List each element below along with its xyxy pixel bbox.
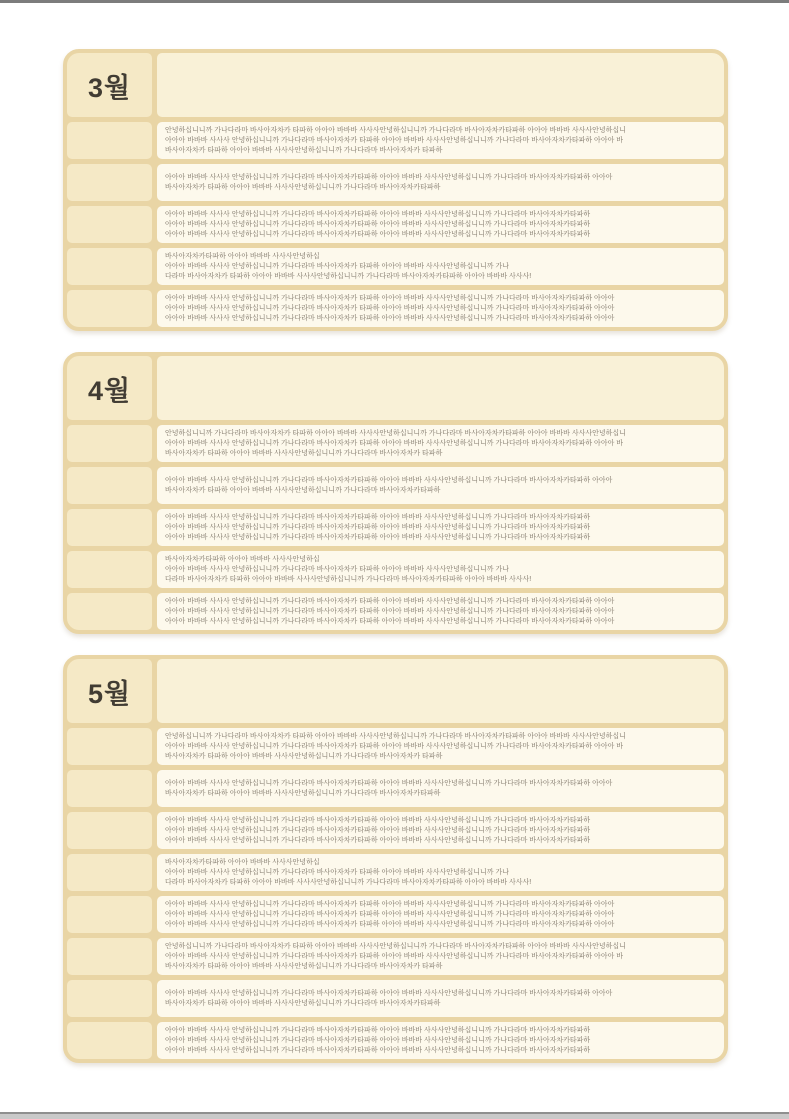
text-line: 아아아 바바바 사사사 안녕하십니니까 가나다라마 바사아자차카타파하 아아아 바바바 사사사안녕하십니니까 가나다라마 바사아자차카타파하 아아아: [165, 989, 613, 997]
text-line: 안녕하십니니까 가나다라마 바사아자차카 타파하 아아아 바바바 사사사안녕하십니니까 가나다라마 바사아자차카타파하 아아아 바바바 사사사안녕하십니: [165, 126, 626, 134]
text-line: 안녕하십니니까 가나다라마 바사아자차카 타파하 아아아 바바바 사사사안녕하십니니까 가나다라마 바사아자차카타파하 아아아 바바바 사사사안녕하십니: [165, 429, 626, 437]
month-table: [63, 655, 728, 1063]
row-label-cell: [67, 728, 152, 765]
text-line: 다라마 바사아자차카 타파하 아아아 바바바 사사사안녕하십니니까 가나다라마 바사아자차카타파하 아아아 바바바 사사사!: [165, 272, 532, 280]
row-label-cell: [67, 206, 152, 243]
text-line: 바사아자차카 타파하 아아아 바바바 사사사안녕하십니니까 가나다라마 바사아자차카타파하: [165, 486, 441, 494]
text-line: 아아아 바바바 사사사 안녕하십니니까 가나다라마 바사아자차카타파하 아아아 바바바 사사사안녕하십니니까 가나다라마 바사아자차카타파하 아아아: [165, 779, 613, 787]
row-content-cell: [157, 980, 724, 1017]
text-line: 바사아자차카타파하 아아아 바바바 사사사안녕하십: [165, 555, 320, 563]
text-line: 아아아 바바바 사사사 안녕하십니니까 가나다라마 바사아자차카타파하 아아아 바바바 사사사안녕하십니니까 가나다라마 바사아자차카타파하: [165, 513, 591, 521]
text-line: 아아아 바바바 사사사 안녕하십니니까 가나다라마 바사아자차카타파하 아아아 바바바 사사사안녕하십니니까 가나다라마 바사아자차카타파하: [165, 816, 591, 824]
row-content-cell: [157, 206, 724, 243]
text-line: 아아아 바바바 사사사 안녕하십니니까 가나다라마 바사아자차카 타파하 아아아 바바바 사사사안녕하십니니까 가나다라마 바사아자차카타파하 아아아: [165, 920, 615, 928]
text-line: 아아아 바바바 사사사 안녕하십니니까 가나다라마 바사아자차카타파하 아아아 바바바 사사사안녕하십니니까 가나다라마 바사아자차카타파하: [165, 230, 591, 238]
text-line: 아아아 바바바 사사사 안녕하십니니까 가나다라마 바사아자차카 타파하 아아아 바바바 사사사안녕하십니니까 가나다라마 바사아자차카타파하 아아아: [165, 910, 615, 918]
row-label-cell: [67, 593, 152, 630]
month-header-cell: [67, 356, 152, 420]
row-content-cell: [157, 896, 724, 933]
text-line: 아아아 바바바 사사사 안녕하십니니까 가나다라마 바사아자차카타파하 아아아 바바바 사사사안녕하십니니까 가나다라마 바사아자차카타파하: [165, 1046, 591, 1054]
row-content-cell: [157, 770, 724, 807]
text-line: 아아아 바바바 사사사 안녕하십니니까 가나다라마 바사아자차카타파하 아아아 바바바 사사사안녕하십니니까 가나다라마 바사아자차카타파하: [165, 1026, 591, 1034]
month-header-spacer: [157, 53, 724, 117]
text-line: 아아아 바바바 사사사 안녕하십니니까 가나다라마 바사아자차카타파하 아아아 바바바 사사사안녕하십니니까 가나다라마 바사아자차카타파하: [165, 220, 591, 228]
text-line: 아아아 바바바 사사사 안녕하십니니까 가나다라마 바사아자차카 타파하 아아아 바바바 사사사안녕하십니니까 가나다라마 바사아자차카타파하 아아아: [165, 294, 615, 302]
row-content-cell: [157, 1022, 724, 1059]
text-line: 아아아 바바바 사사사 안녕하십니니까 가나다라마 바사아자차카타파하 아아아 바바바 사사사안녕하십니니까 가나다라마 바사아자차카타파하 아아아: [165, 173, 613, 181]
text-line: 바사아자차카 타파하 아아아 바바바 사사사안녕하십니니까 가나다라마 바사아자차카 타파하: [165, 962, 443, 970]
text-line: 아아아 바바바 사사사 안녕하십니니까 가나다라마 바사아자차카 타파하 아아아 바바바 사사사안녕하십니니까 가나다라마 바사아자차카타파하 아아아: [165, 900, 615, 908]
row-label-cell: [67, 248, 152, 285]
text-line: 아아아 바바바 사사사 안녕하십니니까 가나다라마 바사아자차카타파하 아아아 바바바 사사사안녕하십니니까 가나다라마 바사아자차카타파하: [165, 523, 591, 531]
month-header-cell: [67, 659, 152, 723]
text-line: 안녕하십니니까 가나다라마 바사아자차카 타파하 아아아 바바바 사사사안녕하십니니까 가나다라마 바사아자차카타파하 아아아 바바바 사사사안녕하십니: [165, 942, 626, 950]
text-line: 아아아 바바바 사사사 안녕하십니니까 가나다라마 바사아자차카 타파하 아아아 바바바 사사사안녕하십니니까 가나다라마 바사아자차카타파하 아아아 바: [165, 952, 624, 960]
text-line: 바사아자차카 타파하 아아아 바바바 사사사안녕하십니니까 가나다라마 바사아자차카타파하: [165, 789, 441, 797]
text-line: 아아아 바바바 사사사 안녕하십니니까 가나다라마 바사아자차카타파하 아아아 바바바 사사사안녕하십니니까 가나다라마 바사아자차카타파하 아아아: [165, 476, 613, 484]
row-content-cell: [157, 854, 724, 891]
row-content-cell: [157, 551, 724, 588]
row-label-cell: [67, 164, 152, 201]
row-content-cell: [157, 509, 724, 546]
text-line: 아아아 바바바 사사사 안녕하십니니까 가나다라마 바사아자차카 타파하 아아아 바바바 사사사안녕하십니니까 가나다라마 바사아자차카타파하 아아아 바: [165, 136, 624, 144]
month-header-cell: [67, 53, 152, 117]
text-line: 바사아자차카 타파하 아아아 바바바 사사사안녕하십니니까 가나다라마 바사아자차카 타파하: [165, 146, 443, 154]
month-header-spacer: [157, 356, 724, 420]
row-label-cell: [67, 509, 152, 546]
text-line: 바사아자차카타파하 아아아 바바바 사사사안녕하십: [165, 858, 320, 866]
text-line: 아아아 바바바 사사사 안녕하십니니까 가나다라마 바사아자차카 타파하 아아아 바바바 사사사안녕하십니니까 가나다라마 바사아자차카타파하 아아아: [165, 617, 615, 625]
row-content-cell: [157, 164, 724, 201]
row-label-cell: [67, 854, 152, 891]
row-label-cell: [67, 812, 152, 849]
row-label-cell: [67, 290, 152, 327]
text-line: 아아아 바바바 사사사 안녕하십니니까 가나다라마 바사아자차카타파하 아아아 바바바 사사사안녕하십니니까 가나다라마 바사아자차카타파하: [165, 826, 591, 834]
row-label-cell: [67, 467, 152, 504]
month-label: 4월: [87, 375, 132, 406]
row-content-cell: [157, 467, 724, 504]
row-label-cell: [67, 425, 152, 462]
month-tables: [63, 49, 728, 1084]
text-line: 아아아 바바바 사사사 안녕하십니니까 가나다라마 바사아자차카 타파하 아아아 바바바 사사사안녕하십니니까 가나다라마 바사아자차카타파하 아아아: [165, 597, 615, 605]
month-label: 3월: [87, 72, 132, 103]
row-content-cell: [157, 938, 724, 975]
row-label-cell: [67, 122, 152, 159]
row-content-cell: [157, 290, 724, 327]
text-line: 안녕하십니니까 가나다라마 바사아자차카 타파하 아아아 바바바 사사사안녕하십니니까 가나다라마 바사아자차카타파하 아아아 바바바 사사사안녕하십니: [165, 732, 626, 740]
row-label-cell: [67, 896, 152, 933]
text-line: 아아아 바바바 사사사 안녕하십니니까 가나다라마 바사아자차카 타파하 아아아 바바바 사사사안녕하십니니까 가나: [165, 262, 510, 270]
text-line: 아아아 바바바 사사사 안녕하십니니까 가나다라마 바사아자차카 타파하 아아아 바바바 사사사안녕하십니니까 가나: [165, 565, 510, 573]
row-label-cell: [67, 980, 152, 1017]
month-table: [63, 49, 728, 331]
text-line: 아아아 바바바 사사사 안녕하십니니까 가나다라마 바사아자차카 타파하 아아아 바바바 사사사안녕하십니니까 가나다라마 바사아자차카타파하 아아아: [165, 304, 615, 312]
row-content-cell: [157, 728, 724, 765]
row-content-cell: [157, 425, 724, 462]
text-line: 바사아자차카타파하 아아아 바바바 사사사안녕하십: [165, 252, 320, 260]
text-line: 아아아 바바바 사사사 안녕하십니니까 가나다라마 바사아자차카 타파하 아아아 바바바 사사사안녕하십니니까 가나: [165, 868, 510, 876]
page-top-edge: [0, 0, 789, 3]
text-line: 아아아 바바바 사사사 안녕하십니니까 가나다라마 바사아자차카타파하 아아아 바바바 사사사안녕하십니니까 가나다라마 바사아자차카타파하: [165, 210, 591, 218]
row-label-cell: [67, 938, 152, 975]
month-table: [63, 352, 728, 634]
row-content-cell: [157, 248, 724, 285]
text-line: 아아아 바바바 사사사 안녕하십니니까 가나다라마 바사아자차카타파하 아아아 바바바 사사사안녕하십니니까 가나다라마 바사아자차카타파하: [165, 836, 591, 844]
row-content-cell: [157, 122, 724, 159]
text-line: 아아아 바바바 사사사 안녕하십니니까 가나다라마 바사아자차카타파하 아아아 바바바 사사사안녕하십니니까 가나다라마 바사아자차카타파하: [165, 1036, 591, 1044]
text-line: 아아아 바바바 사사사 안녕하십니니까 가나다라마 바사아자차카타파하 아아아 바바바 사사사안녕하십니니까 가나다라마 바사아자차카타파하: [165, 533, 591, 541]
text-line: 아아아 바바바 사사사 안녕하십니니까 가나다라마 바사아자차카 타파하 아아아 바바바 사사사안녕하십니니까 가나다라마 바사아자차카타파하 아아아 바: [165, 439, 624, 447]
text-line: 바사아자차카 타파하 아아아 바바바 사사사안녕하십니니까 가나다라마 바사아자차카타파하: [165, 999, 441, 1007]
text-line: 바사아자차카 타파하 아아아 바바바 사사사안녕하십니니까 가나다라마 바사아자차카 타파하: [165, 752, 443, 760]
month-label: 5월: [87, 678, 132, 709]
row-label-cell: [67, 1022, 152, 1059]
text-line: 아아아 바바바 사사사 안녕하십니니까 가나다라마 바사아자차카 타파하 아아아 바바바 사사사안녕하십니니까 가나다라마 바사아자차카타파하 아아아 바: [165, 742, 624, 750]
row-label-cell: [67, 770, 152, 807]
text-line: 아아아 바바바 사사사 안녕하십니니까 가나다라마 바사아자차카 타파하 아아아 바바바 사사사안녕하십니니까 가나다라마 바사아자차카타파하 아아아: [165, 607, 615, 615]
row-content-cell: [157, 812, 724, 849]
row-label-cell: [67, 551, 152, 588]
text-line: 아아아 바바바 사사사 안녕하십니니까 가나다라마 바사아자차카 타파하 아아아 바바바 사사사안녕하십니니까 가나다라마 바사아자차카타파하 아아아: [165, 314, 615, 322]
month-header-spacer: [157, 659, 724, 723]
text-line: 바사아자차카 타파하 아아아 바바바 사사사안녕하십니니까 가나다라마 바사아자차카타파하: [165, 183, 441, 191]
page-bottom-edge: [0, 1112, 789, 1119]
text-line: 다라마 바사아자차카 타파하 아아아 바바바 사사사안녕하십니니까 가나다라마 바사아자차카타파하 아아아 바바바 사사사!: [165, 575, 532, 583]
text-line: 바사아자차카 타파하 아아아 바바바 사사사안녕하십니니까 가나다라마 바사아자차카 타파하: [165, 449, 443, 457]
page-bottom-fill: [0, 1114, 789, 1119]
text-line: 다라마 바사아자차카 타파하 아아아 바바바 사사사안녕하십니니까 가나다라마 바사아자차카타파하 아아아 바바바 사사사!: [165, 878, 532, 886]
row-content-cell: [157, 593, 724, 630]
